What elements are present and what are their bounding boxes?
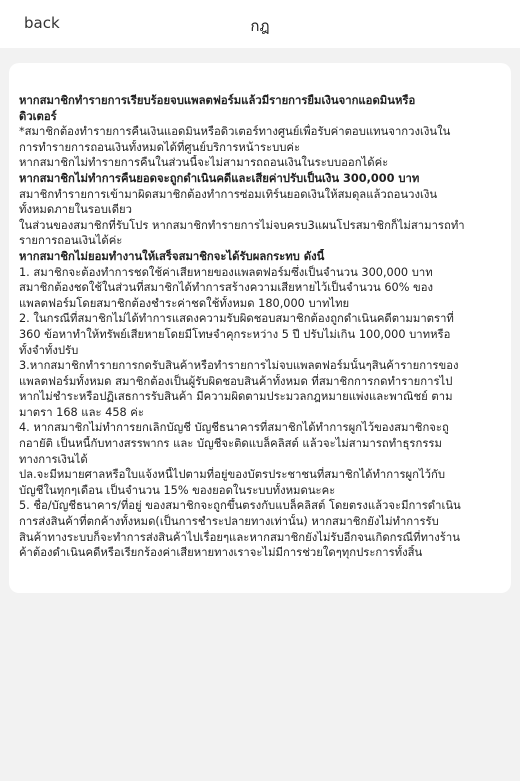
rules-text-line: ปล.จะมีหมายศาลหรือใบแจ้งหนี้ไปตามที่อยู่ของบัตรประชาชนที่สมาชิกได้ทำการผูกไว้กับ (19, 468, 446, 482)
rules-text-line: 1. สมาชิกจะต้องทำการชดใช้ค่าเสียหายของแพลตฟอร์มซึ่งเป็นจำนวน 300,000 บาท (19, 265, 433, 279)
rules-text-line: บัญชีในทุกๆเดือน เป็นจำนวน 15% ของยอดในระบบทั้งหมดนะคะ (19, 483, 336, 497)
rules-text-line: หากสมาชิกไม่ทำรายการคืนในส่วนนี้จะไม่สามารถถอนเงินในระบบออกได้ค่ะ (19, 156, 389, 170)
rules-text-line: สินค้าทางระบบก็จะทำการส่งสินค้าไปเรื่อยๆและหากสมาชิกยังไม่รับอีกจนเกิดกรณีที่ทางร้าน (19, 530, 460, 544)
rules-text-line: 360 ข้อหาทำให้ทรัพย์เสียหายโดยมีโทษจำคุกระหว่าง 5 ปี ปรับไม่เกิน 100,000 บาทหรือ (19, 327, 451, 341)
rules-text-line: สมาชิกทำรายการเข้ามาผิดสมาชิกต้องทำการซ่อมเทิร์นยอดเงินให้สมดุลแล้วถอนวงเงิน (19, 187, 438, 201)
rules-text-line: แพลตฟอร์มโดยสมาชิกต้องชำระค่าชดใช้ทั้งหมด 180,000 บาทไทย (19, 296, 350, 310)
rules-text-line: ในส่วนของสมาชิกที่รับโปร หากสมาชิกทำรายการไม่จบครบ3แผนโปรสมาชิกก็ไม่สามารถทำ (19, 218, 465, 232)
rules-text-line: 5. ชื่อ/บัญชีธนาคาร/ที่อยู่ ของสมาชิกจะถูกขึ้นตรงกับแบล็คลิสต์ โดยตรงแล้วจะมีการดำเนิน (19, 499, 461, 513)
rules-card (9, 63, 511, 593)
rules-text-line: ทางการเงินได้ (19, 452, 88, 466)
rules-text-line: ทั้งหมดภายในรอบเดียว (19, 203, 133, 217)
rules-heading-line: หากสมาชิกไม่ทำการคืนยอดจะถูกดำเนินคดีและเสียค่าปรับเป็นเงิน 300,000 บาท (19, 171, 420, 185)
rules-heading-line: หากสมาชิกทำรายการเรียบร้อยจบแพลตฟอร์มแล้วมีรายการยืมเงินจากแอดมินหรือ (19, 94, 416, 107)
rules-text-line: หากไม่ชำระหรือปฏิเสธการรับสินค้า มีความผิดตามประมวลกฎหมายแพ่งและพาณิชย์ ตาม (19, 390, 453, 404)
rules-text-line: 2. ในกรณีที่สมาชิกไม่ได้ทำการแสดงความรับผิดชอบสมาชิกต้องถูกดำเนินคดีตามมาตราที่ (19, 312, 454, 326)
rules-text-line: การทำรายการถอนเงินทั้งหมดได้ที่ศูนย์บริการหน้าระบบค่ะ (19, 140, 301, 154)
page-title: กฎ (250, 17, 270, 35)
rules-text-line: กอายัติ เป็นหนี้กับทางสรรพากร และ บัญชีจะติดแบล็คลิสต์ แล้วจะไม่สามารถทำธุรกรรม (19, 437, 442, 451)
rules-text-line: 4. หากสมาชิกไม่ทำการยกเลิกบัญชี บัญชีธนาคารที่สมาชิกได้ทำการผูกไว้ของสมาชิกจะถู (19, 421, 449, 435)
rules-text-line: การส่งสินค้าที่ตกค้างทั้งหมด(เป็นการชำระปลายทางเท่านั้น) หากสมาชิกยังไม่ทำการรับ (19, 515, 439, 529)
rules-text-line: 3.หากสมาชิกทำรายการกดรับสินค้าหรือทำรายการไม่จบแพลตฟอร์มนั้นๆสินค้ารายการของ (19, 359, 459, 373)
rules-heading-line: หากสมาชิกไม่ยอมทำงานให้เสร็จสมาชิกจะได้รับผลกระทบ ดังนี้ (19, 249, 325, 263)
rules-text-line: ทั้งจำทั้งปรับ (19, 343, 79, 357)
top-bar (0, 0, 520, 48)
rules-text-line: มาตรา 168 และ 458 ค่ะ (19, 405, 144, 419)
rules-heading-line: ดิวเตอร์ (19, 109, 57, 123)
rules-text-line: แพลตฟอร์มทั้งหมด สมาชิกต้องเป็นผู้รับผิดชอบสินค้าทั้งหมด ที่สมาชิกการกดทำรายการไป (19, 374, 453, 388)
rules-text-line: ค้าต้องดำเนินคดีหรือเรียกร้องค่าเสียหายทางเราจะไม่มีการช่วยใดๆทุกประการทั้งสิ้น (19, 546, 423, 560)
rules-text-line: รายการถอนเงินได้ค่ะ (19, 234, 123, 248)
rules-text-line: *สมาชิกต้องทำรายการคืนเงินแอดมินหรือดิวเตอร์ทางศูนย์เพื่อรับค่าตอบแทนจากวงเงินใน (19, 125, 451, 139)
rules-text-line: สมาชิกต้องชดใช้ในส่วนที่สมาชิกได้ทำการสร้างความเสียหายไว้เป็นจำนวน 60% ของ (19, 281, 434, 295)
back-button[interactable]: back (24, 14, 60, 32)
